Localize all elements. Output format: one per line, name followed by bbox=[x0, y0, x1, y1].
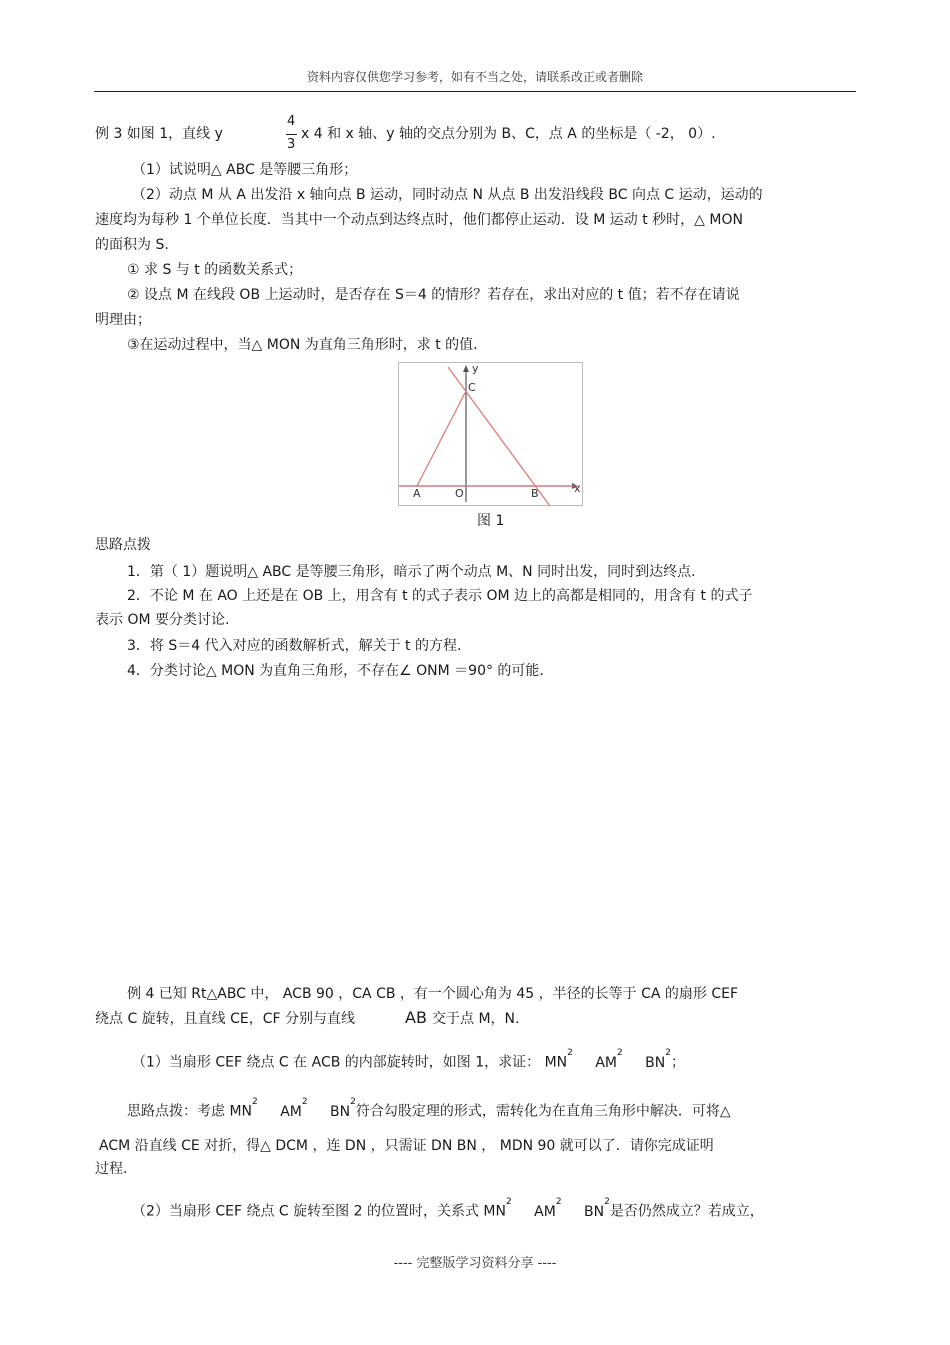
ex4-line2-post: 交于点 M，N. bbox=[432, 1011, 520, 1027]
label-y: y bbox=[472, 362, 479, 375]
sq-8: 2 bbox=[555, 1197, 562, 1207]
hints3-2-line2: 表示 OM 要分类讨论. bbox=[95, 612, 230, 628]
sq-1: 2 bbox=[567, 1048, 573, 1058]
ex3-frac-num: 4 bbox=[287, 114, 296, 129]
sq-7: 2 bbox=[505, 1197, 512, 1207]
ex4-line1: 例 4 已知 Rt△ABC 中， ACB 90 ，CA CB ，有一个圆心角为 45 ，半径的长等于 CA 的扇形 CEF bbox=[127, 986, 739, 1002]
ex3-frac-den: 3 bbox=[287, 137, 296, 152]
ex3-sub2-line1: ② 设点 M 在线段 OB 上运动时，是否存在 S＝4 的情形？若存在，求出对应的 t 值；若不存在请说 bbox=[127, 287, 740, 303]
sq-2: 2 bbox=[616, 1048, 623, 1058]
ex3-sub2-line2: 明理由； bbox=[95, 312, 151, 328]
ex4-hint-pre: 思路点拨：考虑 MN bbox=[127, 1103, 253, 1120]
page-header: 资料内容仅供您学习参考，如有不当之处，请联系改正或者删除 bbox=[306, 70, 643, 84]
hints3-title: 思路点拨 bbox=[95, 537, 151, 553]
label-o: O bbox=[455, 487, 464, 500]
label-a: A bbox=[413, 487, 421, 500]
figure-frame bbox=[399, 363, 583, 506]
ex4-part2-post: 是否仍然成立？若成立， bbox=[609, 1203, 764, 1220]
ex4-hint-line2: ACM 沿直线 CE 对折，得△ DCM ，连 DN ，只需证 DN BN ， MDN 90 就可以了．请你完成证明 bbox=[99, 1138, 714, 1154]
sq-4: 2 bbox=[252, 1097, 258, 1107]
ex4-part2-am: AM bbox=[534, 1203, 556, 1220]
ex3-line1-pre: 例 3 如图 1，直线 y bbox=[95, 126, 223, 142]
ex4-hint-am: AM bbox=[280, 1103, 302, 1120]
ex4-part2-pre: （2）当扇形 CEF 绕点 C 旋转至图 2 的位置时，关系式 MN bbox=[132, 1203, 506, 1220]
label-c: C bbox=[468, 381, 476, 394]
ex4-line2-pre: 绕点 C 旋转，且直线 CE，CF 分别与直线 bbox=[95, 1011, 356, 1027]
ex3-sub3: ③在运动过程中，当△ MON 为直角三角形时，求 t 的值. bbox=[127, 337, 478, 353]
header-rule bbox=[94, 91, 856, 92]
page-footer: ---- 完整版学习资料分享 ---- bbox=[393, 1256, 557, 1271]
ex4-hint-line1 bbox=[127, 1099, 731, 1121]
ex4-hint-bn: BN bbox=[330, 1103, 351, 1120]
ex4-part1-am: AM bbox=[595, 1054, 617, 1071]
hints3-1: 1．第（ 1）题说明△ ABC 是等腰三角形，暗示了两个动点 M、N 同时出发，同时到达终点. bbox=[127, 564, 696, 580]
ex3-q2-line3: 的面积为 S. bbox=[95, 237, 169, 253]
ex4-hint-post: 符合勾股定理的形式，需转化为在直角三角形中解决．可将△ bbox=[355, 1103, 731, 1120]
sq-3: 2 bbox=[665, 1048, 671, 1058]
sq-5: 2 bbox=[301, 1097, 308, 1107]
sq-9: 2 bbox=[604, 1197, 610, 1207]
ex4-part1-bn: BN bbox=[645, 1054, 666, 1071]
ex3-sub1: ① 求 S 与 t 的函数关系式； bbox=[127, 262, 303, 278]
ex4-part1 bbox=[132, 1050, 685, 1072]
ex4-line2-ab: AB bbox=[405, 1008, 427, 1027]
ex4-part1-text: （1）当扇形 CEF 绕点 C 在 ACB 的内部旋转时，如图 1，求证： MN bbox=[132, 1054, 568, 1071]
ex3-q1: （1）试说明△ ABC 是等腰三角形； bbox=[132, 162, 358, 178]
ex4-part2-bn: BN bbox=[584, 1203, 605, 1220]
label-x: x bbox=[574, 482, 581, 495]
ex3-line1-post: x 4 和 x 轴、y 轴的交点分别为 B、C，点 A 的坐标是（ -2， 0）. bbox=[301, 126, 716, 142]
ex4-part2 bbox=[132, 1199, 764, 1221]
sq-6: 2 bbox=[350, 1097, 356, 1107]
ex3-q2-line2: 速度均为每秒 1 个单位长度．当其中一个动点到达终点时，他们都停止运动．设 M 运动 t 秒时，△ MON bbox=[95, 212, 743, 228]
ex3-frac-bar bbox=[286, 134, 297, 135]
hints3-4: 4．分类讨论△ MON 为直角三角形，不存在∠ ONM ＝90° 的可能. bbox=[127, 663, 544, 679]
ex4-hint-line3: 过程. bbox=[95, 1161, 128, 1177]
figure-1-caption: 图 1 bbox=[477, 513, 505, 529]
figure-1 bbox=[398, 362, 583, 506]
hints3-3: 3．将 S＝4 代入对应的函数解析式，解关于 t 的方程. bbox=[127, 638, 462, 654]
hints3-2-line1: 2．不论 M 在 AO 上还是在 OB 上，用含有 t 的式子表示 OM 边上的高都是相同的，用含有 t 的式子 bbox=[127, 588, 753, 604]
label-b: B bbox=[531, 487, 539, 500]
ex3-q2-line1: （2）动点 M 从 A 出发沿 x 轴向点 B 运动，同时动点 N 从点 B 出发沿线段 BC 向点 C 运动，运动的 bbox=[132, 187, 763, 203]
ex4-part1-end: ； bbox=[670, 1054, 685, 1071]
